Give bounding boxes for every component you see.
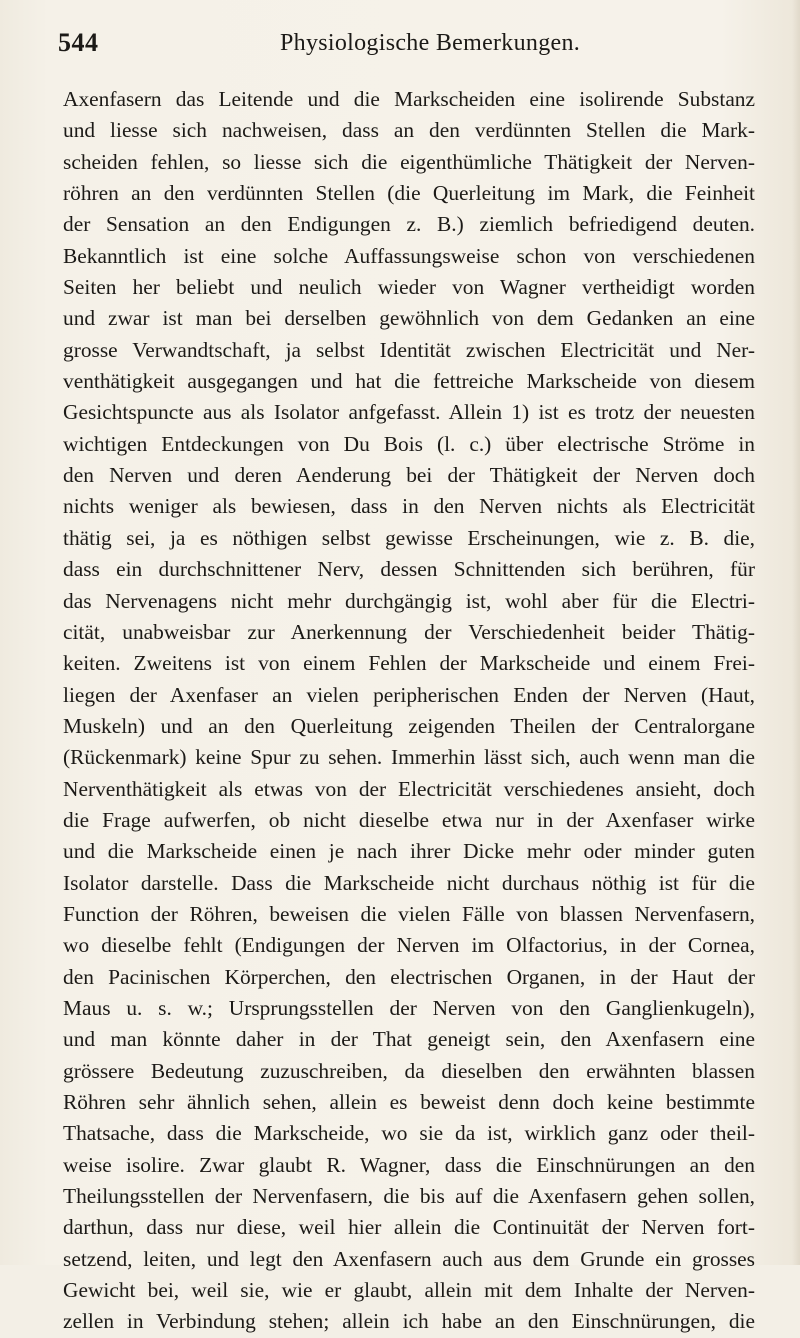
text-line: nichts weniger als bewiesen, dass in den Nerven nichts als Electricität <box>63 494 755 519</box>
text-line: wichtigen Entdeckungen von Du Bois (l. c.) über electrische Ströme in <box>63 431 755 456</box>
text-line: grosse Verwandtschaft, ja selbst Identität zwischen Electricität und Ner- <box>63 337 755 362</box>
text-line: venthätigkeit ausgegangen und hat die fettreiche Markscheide von diesem <box>63 369 755 394</box>
text-line: Seiten her beliebt und neulich wieder von Wagner vertheidigt worden <box>63 275 755 300</box>
text-line: Maus u. s. w.; Ursprungsstellen der Nerven von den Ganglienkugeln), <box>63 995 755 1020</box>
text-line: liegen der Axenfaser an vielen peripherischen Enden der Nerven (Haut, <box>63 682 755 707</box>
running-head: Physiologische Bemerkungen. <box>280 30 581 56</box>
text-line: Röhren sehr ähnlich sehen, allein es beweist denn doch keine bestimmte <box>63 1090 755 1114</box>
text-line: Axenfasern das Leitende und die Markscheiden eine isolirende Substanz <box>63 87 755 111</box>
text-line: thätig sei, ja es nöthigen selbst gewisse Erscheinungen, wie z. B. die, <box>63 525 755 550</box>
text-line: dass ein durchschnittener Nerv, dessen Schnittenden sich berühren, für <box>63 557 755 582</box>
text-line: die Frage aufwerfen, ob nicht dieselbe etwa nur in der Axenfaser wirke <box>63 807 755 832</box>
text-line: Thatsache, dass die Markscheide, wo sie da ist, wirklich ganz oder theil- <box>63 1121 755 1146</box>
text-line: Nerventhätigkeit als etwas von der Electricität verschiedenes ansieht, doch <box>63 776 755 801</box>
text-line: und die Markscheide einen je nach ihrer Dicke mehr oder minder guten <box>63 839 755 864</box>
text-line: Theilungsstellen der Nervenfasern, die bis auf die Axenfasern gehen sollen, <box>63 1184 755 1209</box>
text-line: Function der Röhren, beweisen die vielen Fälle von blassen Nervenfasern, <box>63 901 755 926</box>
text-line: zellen in Verbindung stehen; allein ich habe an den Einschnürungen, die <box>63 1309 755 1334</box>
text-line: das Nervenagens nicht mehr durchgängig ist, wohl aber für die Electri- <box>63 588 755 613</box>
text-line: Isolator darstelle. Dass die Markscheide nicht durchaus nöthig ist für die <box>63 870 755 895</box>
text-line: den Pacinischen Körperchen, den electrischen Organen, in der Haut der <box>63 964 755 989</box>
text-line: Muskeln) und an den Querleitung zeigenden Theilen der Centralorgane <box>63 713 755 738</box>
body-text <box>63 84 755 1338</box>
text-line: setzend, leiten, und legt den Axenfasern auch aus dem Grunde ein grosses <box>63 1246 755 1271</box>
text-line: (Rückenmark) keine Spur zu sehen. Immerhin lässt sich, auch wenn man die <box>63 745 755 770</box>
text-line: Gewicht bei, weil sie, wie er glaubt, allein mit dem Inhalte der Nerven- <box>63 1278 755 1303</box>
page-edge-shading <box>792 0 800 1265</box>
text-line: röhren an den verdünnten Stellen (die Querleitung im Mark, die Feinheit <box>63 181 755 206</box>
text-line: den Nerven und deren Aenderung bei der Thätigkeit der Nerven doch <box>63 463 755 488</box>
page-number: 544 <box>58 28 99 57</box>
text-line: und man könnte daher in der That geneigt sein, den Axenfasern eine <box>63 1027 755 1052</box>
text-line: und zwar ist man bei derselben gewöhnlich von dem Gedanken an eine <box>63 306 755 331</box>
text-line: Gesichtspuncte aus als Isolator anfgefasst. Allein 1) ist es trotz der neuesten <box>63 400 755 425</box>
text-line: weise isolire. Zwar glaubt R. Wagner, dass die Einschnürungen an den <box>63 1152 755 1177</box>
text-line: und liesse sich nachweisen, dass an den verdünnten Stellen die Mark- <box>63 118 755 143</box>
text-line: keiten. Zweitens ist von einem Fehlen der Markscheide und einem Frei- <box>63 651 755 676</box>
text-line: wo dieselbe fehlt (Endigungen der Nerven im Olfactorius, in der Cornea, <box>63 933 755 958</box>
text-line: grössere Bedeutung zuzuschreiben, da dieselben den erwähnten blassen <box>63 1058 755 1083</box>
page-header <box>58 28 748 62</box>
text-line: cität, unabweisbar zur Anerkennung der Verschiedenheit beider Thätig- <box>63 619 755 644</box>
text-line: der Sensation an den Endigungen z. B.) ziemlich befriedigend deuten. <box>63 212 755 237</box>
text-line: darthun, dass nur diese, weil hier allein die Continuität der Nerven fort- <box>63 1215 755 1240</box>
text-line: scheiden fehlen, so liesse sich die eigenthümliche Thätigkeit der Nerven- <box>63 149 755 174</box>
text-line: Bekanntlich ist eine solche Auffassungsweise schon von verschiedenen <box>63 243 755 268</box>
